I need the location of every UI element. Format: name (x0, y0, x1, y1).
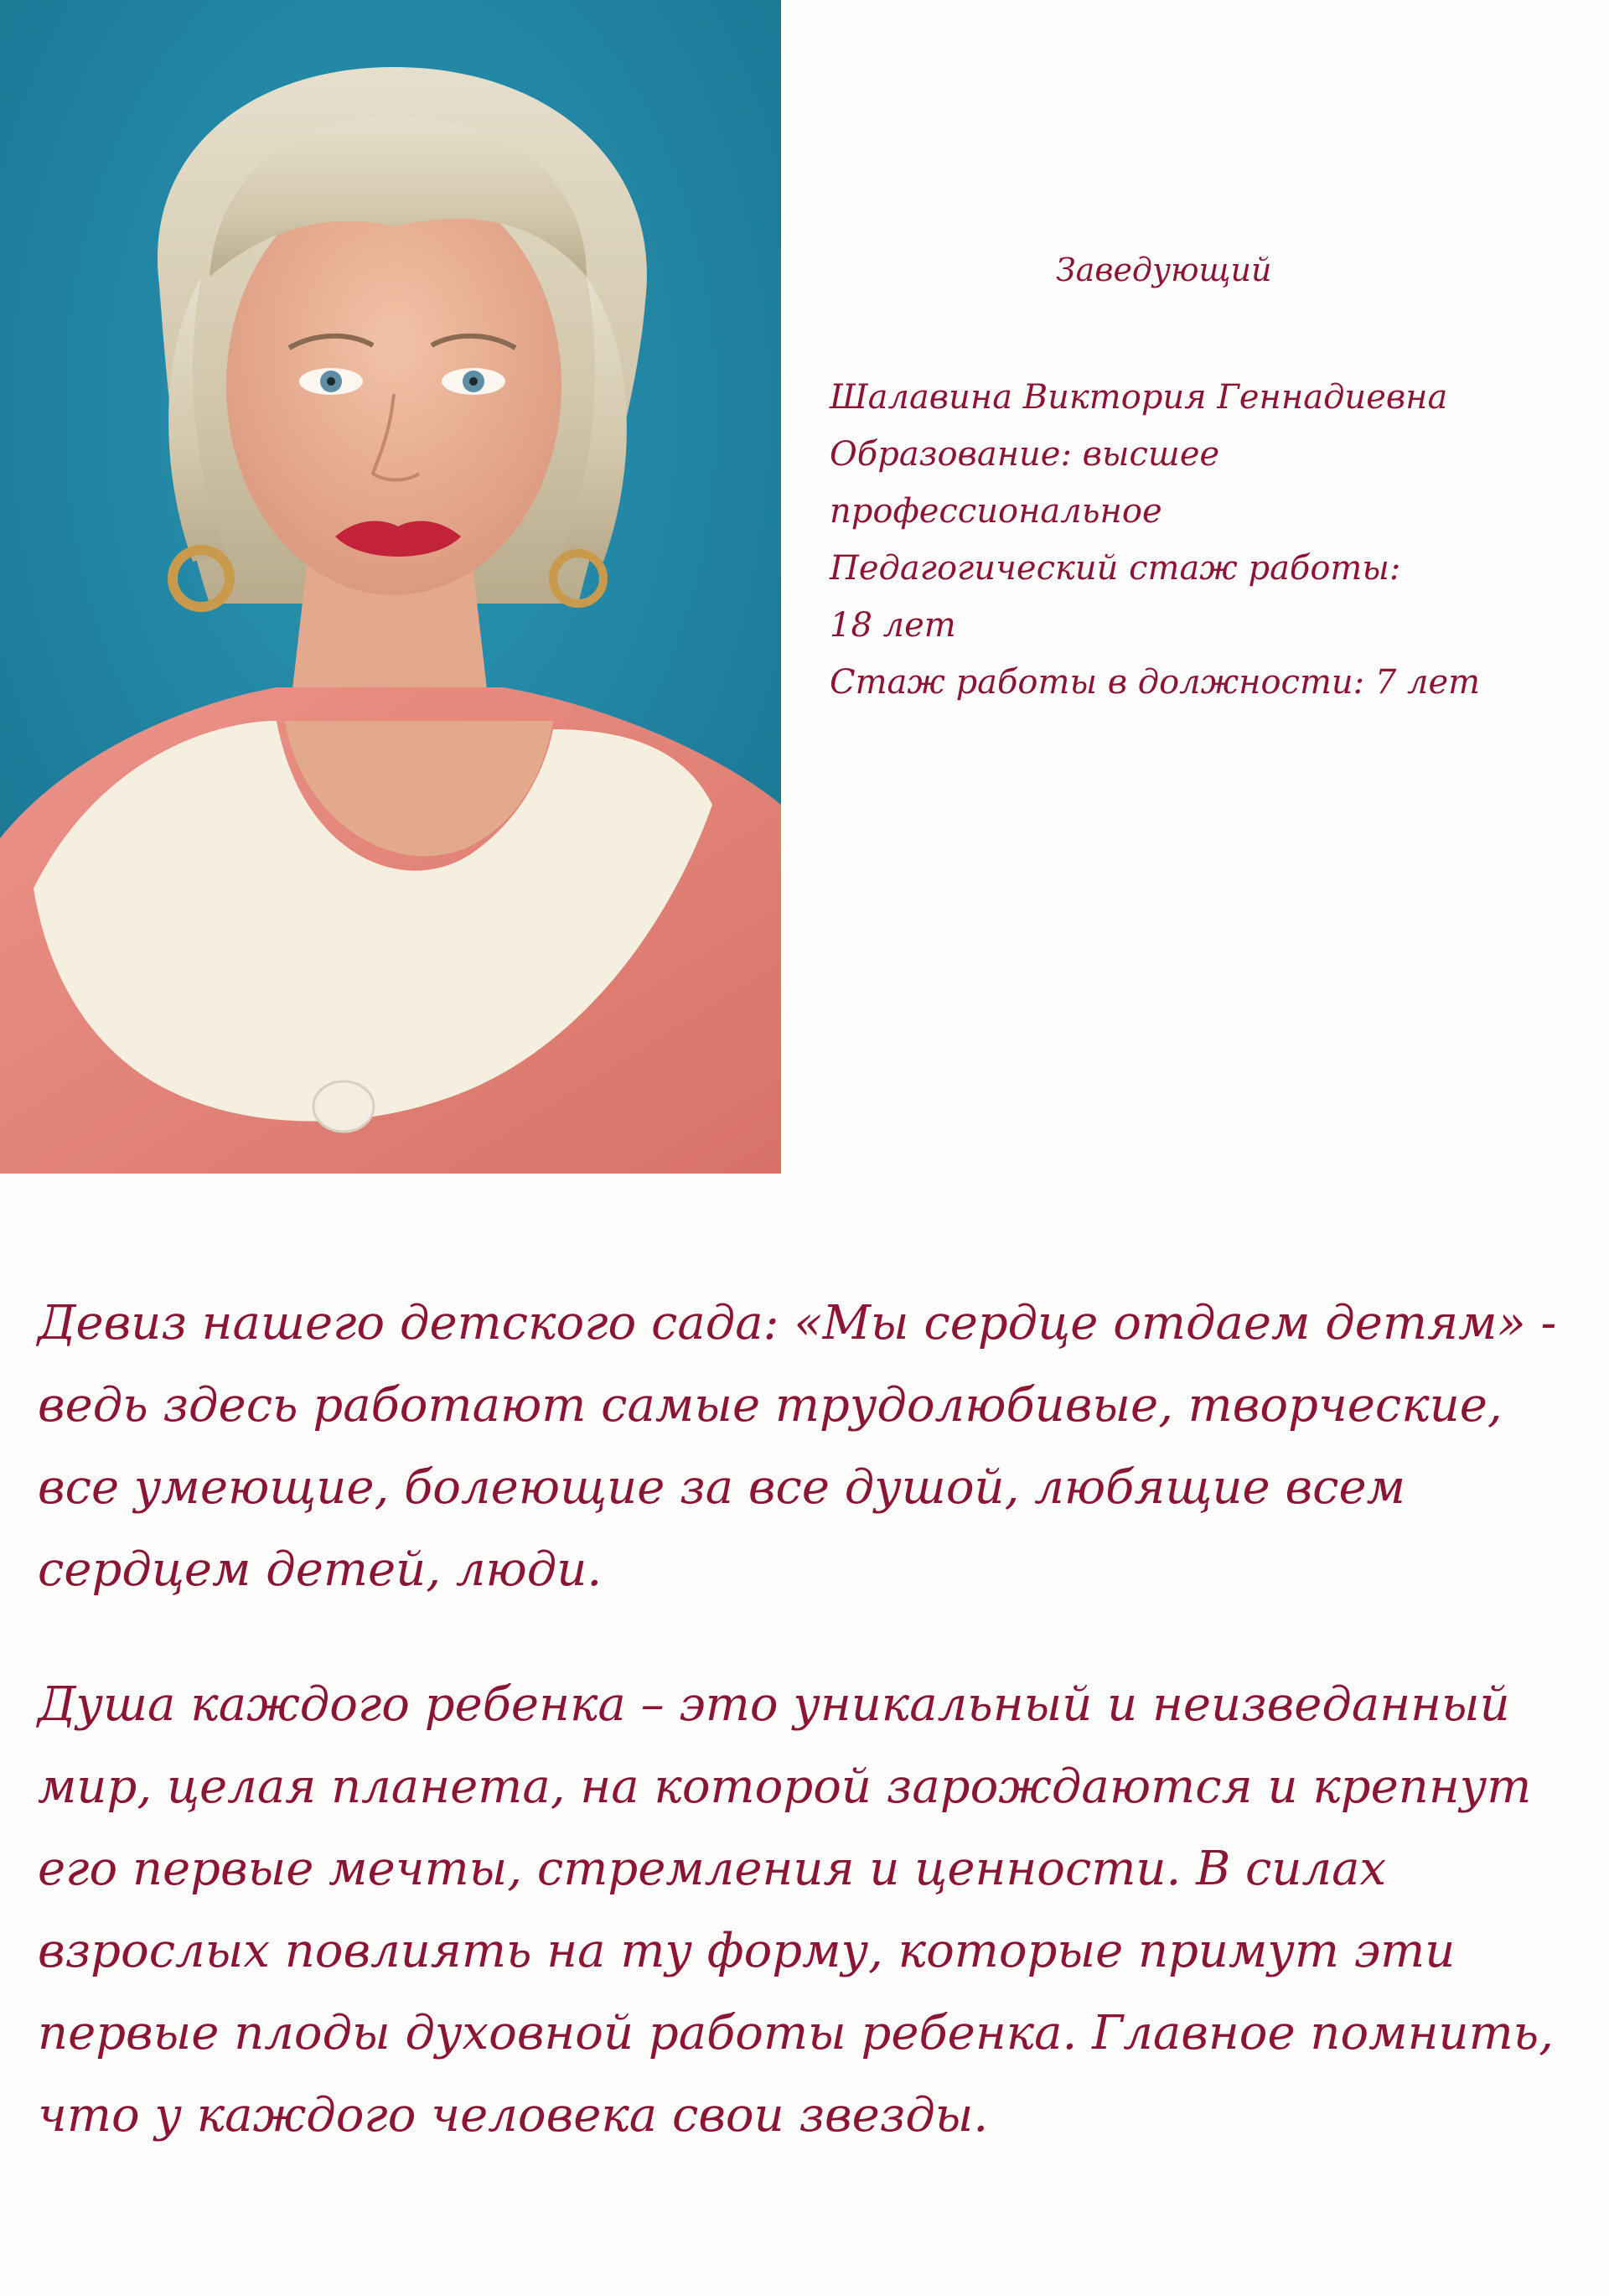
paragraph-line: его первые мечты, стремления и ценности. В силах (38, 1842, 1387, 1896)
motto-paragraph (38, 1283, 1563, 1611)
teaching-experience-line: 18 лет (830, 606, 956, 645)
philosophy-paragraph (38, 1664, 1563, 2157)
paragraph-line: взрослых повлиять на ту форму, которые примут эти (38, 1924, 1456, 1978)
paragraph-line: Душа каждого ребенка – это уникальный и неизведанный (38, 1677, 1510, 1732)
position-experience-line: Стаж работы в должности: 7 лет (830, 663, 1481, 702)
education-line: Образование: высшее (830, 435, 1220, 474)
paragraph-line: первые плоды духовной работы ребенка. Главное помнить, (38, 2006, 1554, 2060)
teaching-experience-line: Педагогический стаж работы: (830, 549, 1401, 588)
paragraph-line: мир, целая планета, на которой зарождаются и крепнут (38, 1760, 1532, 1814)
paragraph-line: сердцем детей, люди. (38, 1542, 603, 1597)
paragraph-line: ведь здесь работают самые трудолюбивые, творческие, (38, 1378, 1503, 1433)
portrait-photo (0, 0, 781, 1174)
paragraph-line: Девиз нашего детского сада: «Мы сердце отдаем детям» - (38, 1296, 1557, 1350)
profile-info (830, 369, 1567, 711)
paragraph-line: все умеющие, болеющие за все душой, любящие всем (38, 1460, 1406, 1515)
education-line: профессиональное (830, 492, 1162, 531)
role-title: Заведующий (1056, 251, 1272, 288)
paragraph-line: что у каждого человека свои звезды. (38, 2088, 989, 2143)
person-name: Шалавина Виктория Геннадиевна (830, 378, 1448, 417)
